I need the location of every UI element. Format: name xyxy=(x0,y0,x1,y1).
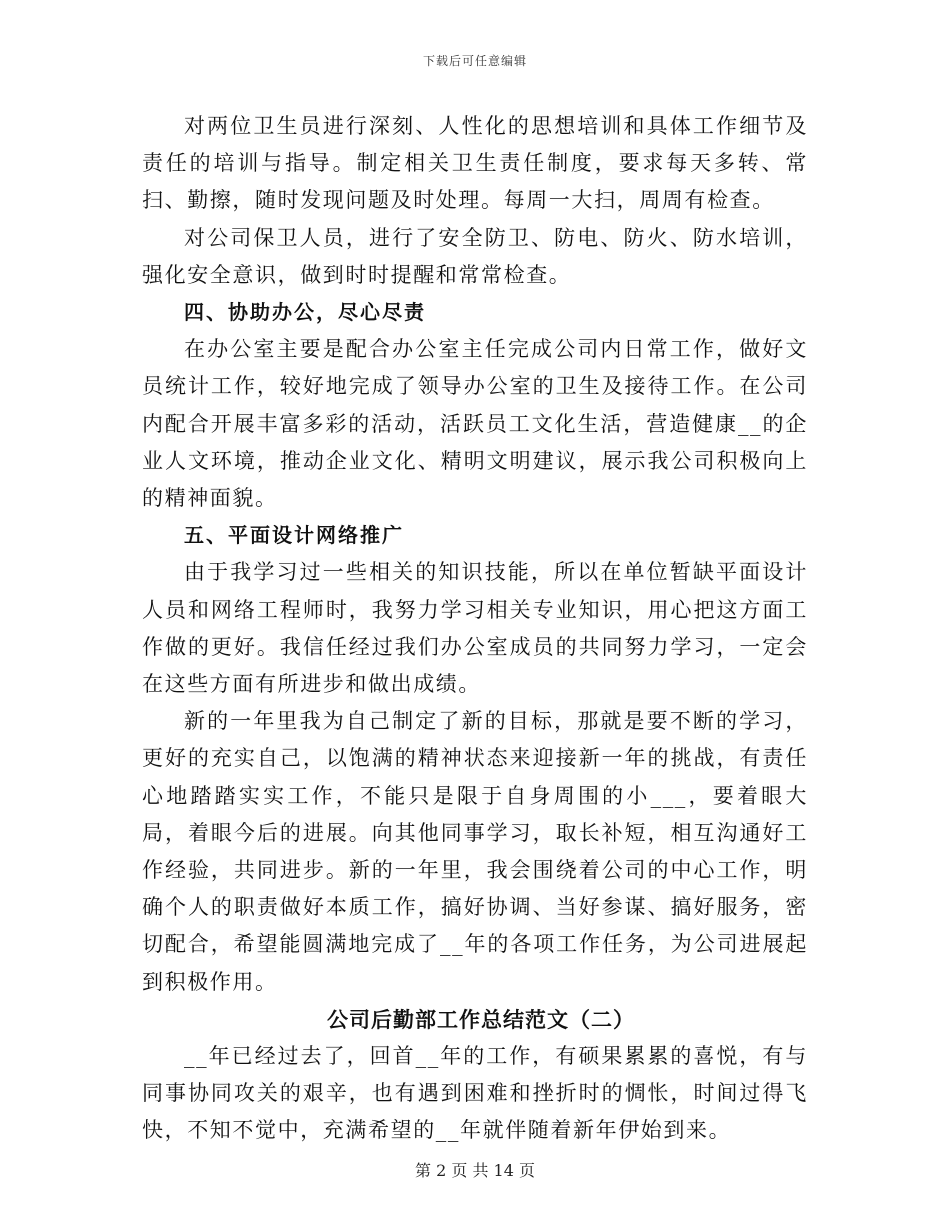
paragraph-year-review: __年已经过去了，回首__年的工作，有硕果累累的喜悦，有与同事协同攻关的艰辛，也有遇到困难和挫折时的惆怅，时间过得飞快，不知不觉中，充满希望的__年就伴随着新年伊始到来。 xyxy=(142,1044,808,1143)
document-title-2: 公司后勤部工作总结范文（二） xyxy=(327,1006,635,1032)
paragraph-office-work: 在办公室主要是配合办公室主任完成公司内日常工作，做好文员统计工作，较好地完成了领导办公室的卫生及接待工作。在公司内配合开展丰富多彩的活动，活跃员工文化生活，营造健康__的企业人文环境，推动企业文化、精明文明建议，展示我公司积极向上的精神面貌。 xyxy=(142,337,808,511)
document-body xyxy=(142,108,808,1150)
paragraph-design-promotion: 由于我学习过一些相关的知识技能，所以在单位暂缺平面设计人员和网络工程师时，我努力学习相关专业知识，用心把这方面工作做的更好。我信任经过我们办公室成员的共同努力学习，一定会在这些方面有所进步和做出成绩。 xyxy=(142,560,808,697)
page-number: 第 2 页 共 14 页 xyxy=(415,1161,535,1180)
section-heading-5: 五、平面设计网络推广 xyxy=(184,523,404,548)
section-heading-4: 四、协助办公，尽心尽责 xyxy=(184,300,426,325)
page-header: 下载后可任意编辑 xyxy=(422,54,527,68)
paragraph-new-year-goals: 新的一年里我为自己制定了新的目标，那就是要不断的学习，更好的充实自己，以饱满的精神状态来迎接新一年的挑战，有责任心地踏踏实实工作，不能只是限于自身周围的小___，要着眼大局，着眼今后的进展。向其他同事学习，取长补短，相互沟通好工作经验，共同进步。新的一年里，我会围绕着公司的中心工作，明确个人的职责做好本质工作，搞好协调、当好参谋、搞好服务，密切配合，希望能圆满地完成了__年的各项工作任务，为公司进展起到积极作用。 xyxy=(142,709,808,994)
paragraph-sanitation-training: 对两位卫生员进行深刻、人性化的思想培训和具体工作细节及责任的培训与指导。制定相关卫生责任制度，要求每天多转、常扫、勤擦，随时发现问题及时处理。每周一大扫，周周有检查。 xyxy=(142,114,808,213)
paragraph-security-training: 对公司保卫人员，进行了安全防卫、防电、防火、防水培训，强化安全意识，做到时时提醒和常常检查。 xyxy=(142,225,808,287)
